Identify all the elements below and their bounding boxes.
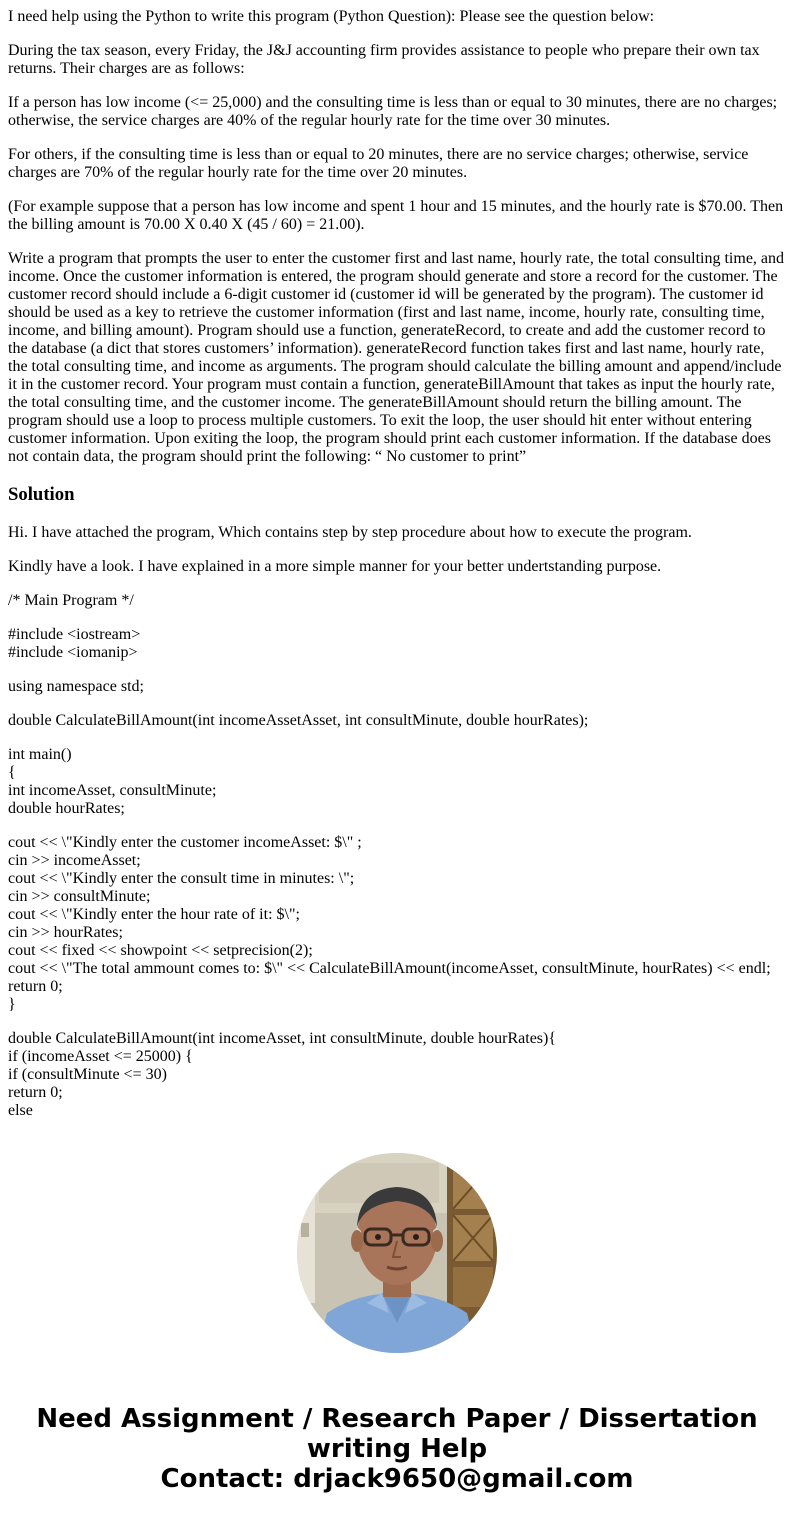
question-intro: I need help using the Python to write this program (Python Question): Please see the question below: bbox=[8, 8, 655, 25]
question-requirements: Write a program that prompts the user to enter the customer first and last name, hourly rate, the total consulting time, and income. Once the customer information is entered, the program should generate and store a record for the customer. The customer record should include a 6-digit customer id (customer id will be generated by the program). The customer id should be used as a key to retrieve the customer information (first and last name, income, hourly rate, consulting time, income, and billing amount). Program should use a function, generateRecord, to create and add the customer record to the database (a dict that stores customers’ information). generateRecord function takes first and last name, hourly rate, the total consulting time, and income as arguments. The program should calculate the billing amount and append/include it in the customer record. Your program must contain a function, generateBillAmount that takes as input the hourly rate, the total consulting time, and the customer income. The generateBillAmount should return the billing amount. The program should use a loop to process multiple customers. To exit the loop, the user should hit enter without entering customer information. Upon exiting the loop, the program should print each customer information. If the database does not contain data, the program should print the following: “ No customer to print” bbox=[8, 250, 785, 465]
question-rule-others: For others, if the consulting time is less than or equal to 20 minutes, there are no service charges; otherwise, service charges are 70% of the regular hourly rate for the time over 20 minutes. bbox=[8, 146, 749, 181]
code-main-body: cout << \"Kindly enter the customer incomeAsset: $\" ; cin >> incomeAsset; cout << \"Kindly enter the consult time in minutes: \"; cin >> consultMinute; cout << \"Kindly enter the hour rate of it: $\"; cin >> hourRates; cout << fixed << showpoint << setprecision(2); cout << \"The total ammount comes to: $\" << CalculateBillAmount(incomeAsset, consultMinute, hourRates) << endl; return 0; } bbox=[8, 834, 771, 1013]
code-function-def: double CalculateBillAmount(int incomeAsset, int consultMinute, double hourRates){ if (incomeAsset <= 25000) { if (consultMinute <= 30) return 0; else bbox=[8, 1030, 557, 1119]
code-main-decl: int main() { int incomeAsset, consultMinute; double hourRates; bbox=[8, 746, 217, 817]
question-rule-low-income: If a person has low income (<= 25,000) and the consulting time is less than or equal to 30 minutes, there are no charges; otherwise, the service charges are 40% of the regular hourly rate for the time over 30 minutes. bbox=[8, 94, 778, 129]
solution-section bbox=[8, 524, 786, 1120]
author-avatar bbox=[297, 1153, 497, 1353]
promo-line-assignment: Need Assignment / Research Paper / Dissertation bbox=[36, 1404, 758, 1434]
promo-line-help: writing Help bbox=[306, 1434, 488, 1464]
code-comment: /* Main Program */ bbox=[8, 592, 134, 609]
question-section bbox=[8, 8, 786, 466]
author-photo-icon bbox=[297, 1153, 497, 1353]
promo-line-contact: Contact: drjack9650@gmail.com bbox=[160, 1464, 634, 1494]
solution-heading: Solution bbox=[8, 484, 75, 505]
code-prototype: double CalculateBillAmount(int incomeAssetAsset, int consultMinute, double hourRates); bbox=[8, 712, 589, 729]
question-context: During the tax season, every Friday, the J&J accounting firm provides assistance to people who prepare their own tax returns. Their charges are as follows: bbox=[8, 42, 760, 77]
code-includes: #include <iostream> #include <iomanip> bbox=[8, 626, 141, 661]
code-namespace: using namespace std; bbox=[8, 678, 144, 695]
solution-note: Kindly have a look. I have explained in a more simple manner for your better undertstanding purpose. bbox=[8, 558, 662, 575]
solution-intro: Hi. I have attached the program, Which contains step by step procedure about how to execute the program. bbox=[8, 524, 692, 541]
question-example: (For example suppose that a person has low income and spent 1 hour and 15 minutes, and the hourly rate is $70.00. Then the billing amount is 70.00 X 0.40 X (45 / 60) = 21.00). bbox=[8, 198, 784, 233]
promo-banner bbox=[0, 1404, 794, 1494]
